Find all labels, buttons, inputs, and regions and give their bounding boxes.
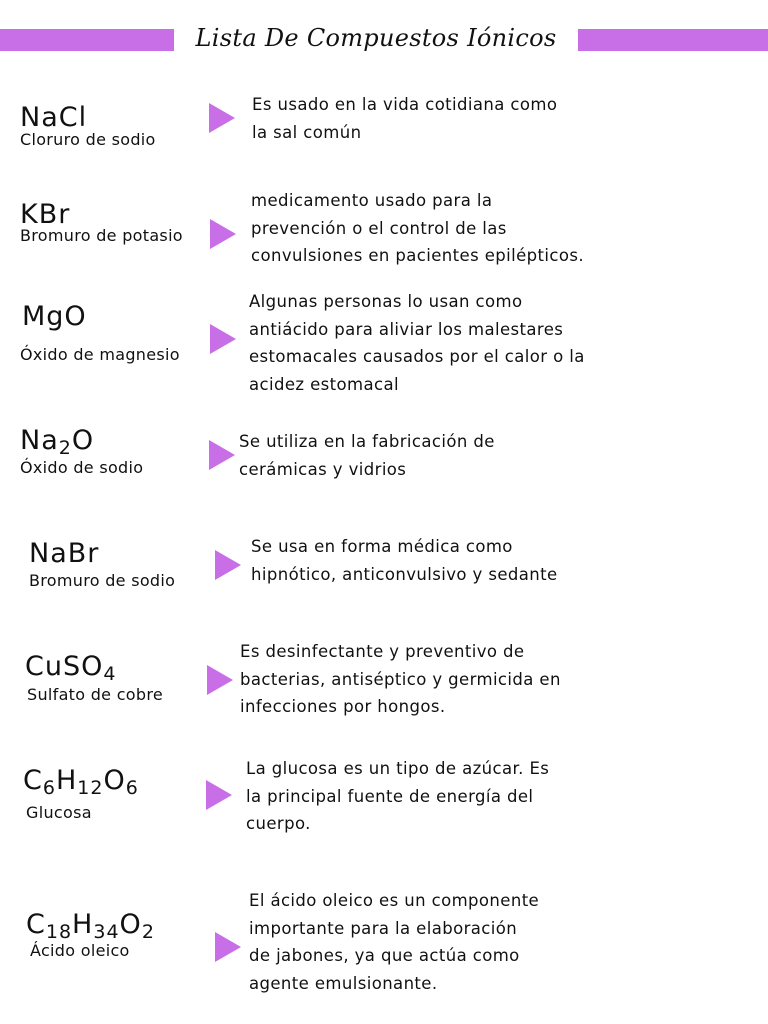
description-line: la sal común — [252, 122, 362, 142]
description-line: Se usa en forma médica como — [251, 537, 513, 556]
description-line: Se utiliza en la fabricación de — [239, 432, 495, 451]
compound-name: Ácido oleico — [30, 941, 130, 960]
description-line: estomacales causados por el calor o la — [249, 347, 585, 366]
compound-description — [240, 638, 600, 721]
description-line: importante para la elaboración — [249, 918, 518, 938]
formula-part: O — [103, 765, 126, 796]
description-line: convulsiones en pacientes epilépticos. — [251, 246, 585, 265]
play-arrow-icon — [209, 440, 235, 470]
description-line: cerámicas y vidrios — [239, 459, 407, 479]
play-arrow-icon — [210, 219, 236, 249]
compound-formula — [22, 302, 87, 332]
compound-description — [246, 755, 606, 838]
compound-formula — [29, 539, 99, 569]
formula-part: 6 — [125, 777, 139, 799]
description-line: agente emulsionante. — [249, 973, 438, 993]
formula-part: C — [23, 765, 43, 796]
compound-name: Bromuro de sodio — [29, 571, 176, 590]
formula-part: 4 — [103, 663, 117, 685]
play-arrow-icon — [210, 324, 236, 354]
compound-description — [239, 428, 599, 483]
description-line: medicamento usado para la — [251, 191, 493, 210]
description-line: de jabones, ya que actúa como — [249, 946, 520, 965]
formula-part: H — [72, 909, 94, 940]
description-line: antiácido para aliviar los malestares — [249, 319, 564, 339]
description-line: El ácido oleico es un componente — [249, 891, 540, 910]
play-arrow-icon — [206, 780, 232, 810]
formula-part: 2 — [141, 921, 155, 943]
description-line: la principal fuente de energía del — [246, 786, 534, 806]
header-band-right — [578, 29, 768, 51]
formula-part: O — [71, 425, 95, 456]
formula-part: NaBr — [29, 538, 100, 569]
compound-name: Óxido de sodio — [20, 458, 144, 477]
formula-part: H — [55, 765, 78, 796]
description-line: prevención o el control de las — [251, 218, 507, 238]
compound-name: Sulfato de cobre — [27, 685, 164, 704]
formula-part: 6 — [42, 777, 56, 799]
compound-name: Glucosa — [26, 803, 92, 822]
play-arrow-icon — [209, 103, 235, 133]
formula-part: KBr — [20, 199, 71, 230]
play-arrow-icon — [215, 550, 241, 580]
compound-name: Bromuro de potasio — [20, 226, 183, 245]
formula-part: C — [26, 909, 46, 940]
compound-formula — [26, 909, 155, 943]
compound-description — [251, 187, 611, 270]
description-line: cuerpo. — [246, 814, 311, 833]
description-line: bacterias, antiséptico y germicida en — [240, 669, 561, 689]
description-line: Algunas personas lo usan como — [249, 292, 523, 311]
compound-description — [251, 533, 611, 588]
compound-name: Óxido de magnesio — [20, 345, 180, 364]
description-line: La glucosa es un tipo de azúcar. Es — [246, 759, 550, 778]
compound-description — [249, 887, 609, 997]
formula-part: 2 — [58, 437, 72, 459]
formula-part: 34 — [93, 921, 120, 943]
compound-formula — [25, 651, 117, 685]
compound-formula — [23, 765, 139, 799]
formula-part: O — [119, 909, 142, 940]
page-title: Lista De Compuestos Iónicos — [195, 24, 557, 52]
formula-part: CuSO — [25, 651, 104, 682]
header-band-left — [0, 29, 174, 51]
formula-part: NaCl — [20, 102, 88, 133]
description-line: acidez estomacal — [249, 374, 399, 394]
formula-part: 12 — [77, 777, 104, 799]
formula-part: Na — [20, 425, 59, 456]
compound-description — [249, 288, 609, 398]
description-line: hipnótico, anticonvulsivo y sedante — [251, 564, 558, 584]
formula-part: 18 — [45, 921, 73, 943]
play-arrow-icon — [207, 665, 233, 695]
description-line: Es usado en la vida cotidiana como — [252, 95, 558, 114]
description-line: Es desinfectante y preventivo de — [240, 642, 525, 661]
formula-part: MgO — [22, 301, 87, 332]
compound-description — [252, 91, 612, 146]
compound-name: Cloruro de sodio — [20, 130, 156, 149]
description-line: infecciones por hongos. — [240, 697, 446, 716]
compound-formula — [20, 103, 87, 133]
compound-formula — [20, 425, 95, 459]
play-arrow-icon — [215, 932, 241, 962]
